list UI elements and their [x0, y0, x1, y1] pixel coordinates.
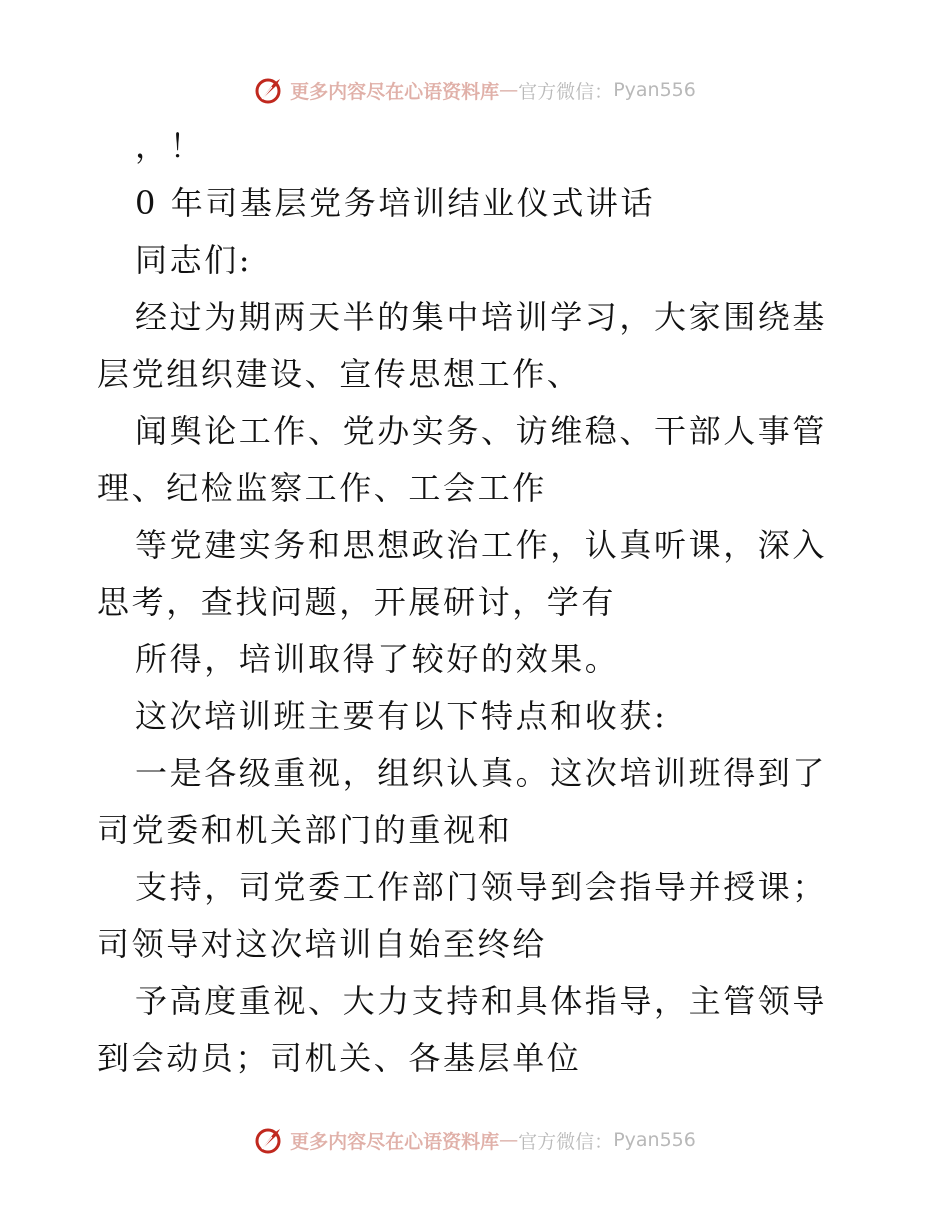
quill-logo-icon	[254, 75, 284, 105]
paragraph-punctuation: ，！	[135, 127, 205, 165]
watermark-text: 更多内容尽在心语资料库	[290, 80, 500, 103]
watermark-wechat-label: 官方微信：	[518, 1130, 614, 1153]
document-body	[97, 118, 857, 1087]
paragraph: 所得，培训取得了较好的效果。	[135, 640, 620, 678]
salutation: 同志们:	[135, 241, 253, 279]
watermark-text: 更多内容尽在心语资料库	[290, 1130, 500, 1153]
document-title: 0 年司基层党务培训结业仪式讲话	[135, 184, 656, 222]
watermark-separator: —	[499, 79, 519, 101]
watermark-separator: —	[499, 1129, 519, 1151]
watermark-wechat-id: Pyan556	[613, 79, 696, 101]
watermark-wechat-label: 官方微信：	[518, 80, 614, 103]
footer-watermark	[0, 1120, 950, 1160]
paragraph: 闻舆论工作、党办实务、访维稳、干部人事管理、纪检监察工作、工会工作	[97, 412, 828, 507]
paragraph: 一是各级重视，组织认真。这次培训班得到了司党委和机关部门的重视和	[97, 754, 828, 849]
header-watermark	[0, 70, 950, 110]
paragraph: 支持，司党委工作部门领导到会指导并授课；司领导对这次培训自始至终给	[97, 868, 828, 963]
paragraph: 经过为期两天半的集中培训学习，大家围绕基层党组织建设、宣传思想工作、	[97, 298, 828, 393]
paragraph: 等党建实务和思想政治工作，认真听课，深入思考，查找问题，开展研讨，学有	[97, 526, 828, 621]
paragraph: 这次培训班主要有以下特点和收获:	[135, 697, 668, 735]
paragraph: 予高度重视、大力支持和具体指导，主管领导到会动员；司机关、各基层单位	[97, 982, 828, 1077]
watermark-wechat-id: Pyan556	[613, 1129, 696, 1151]
quill-logo-icon	[254, 1125, 284, 1155]
